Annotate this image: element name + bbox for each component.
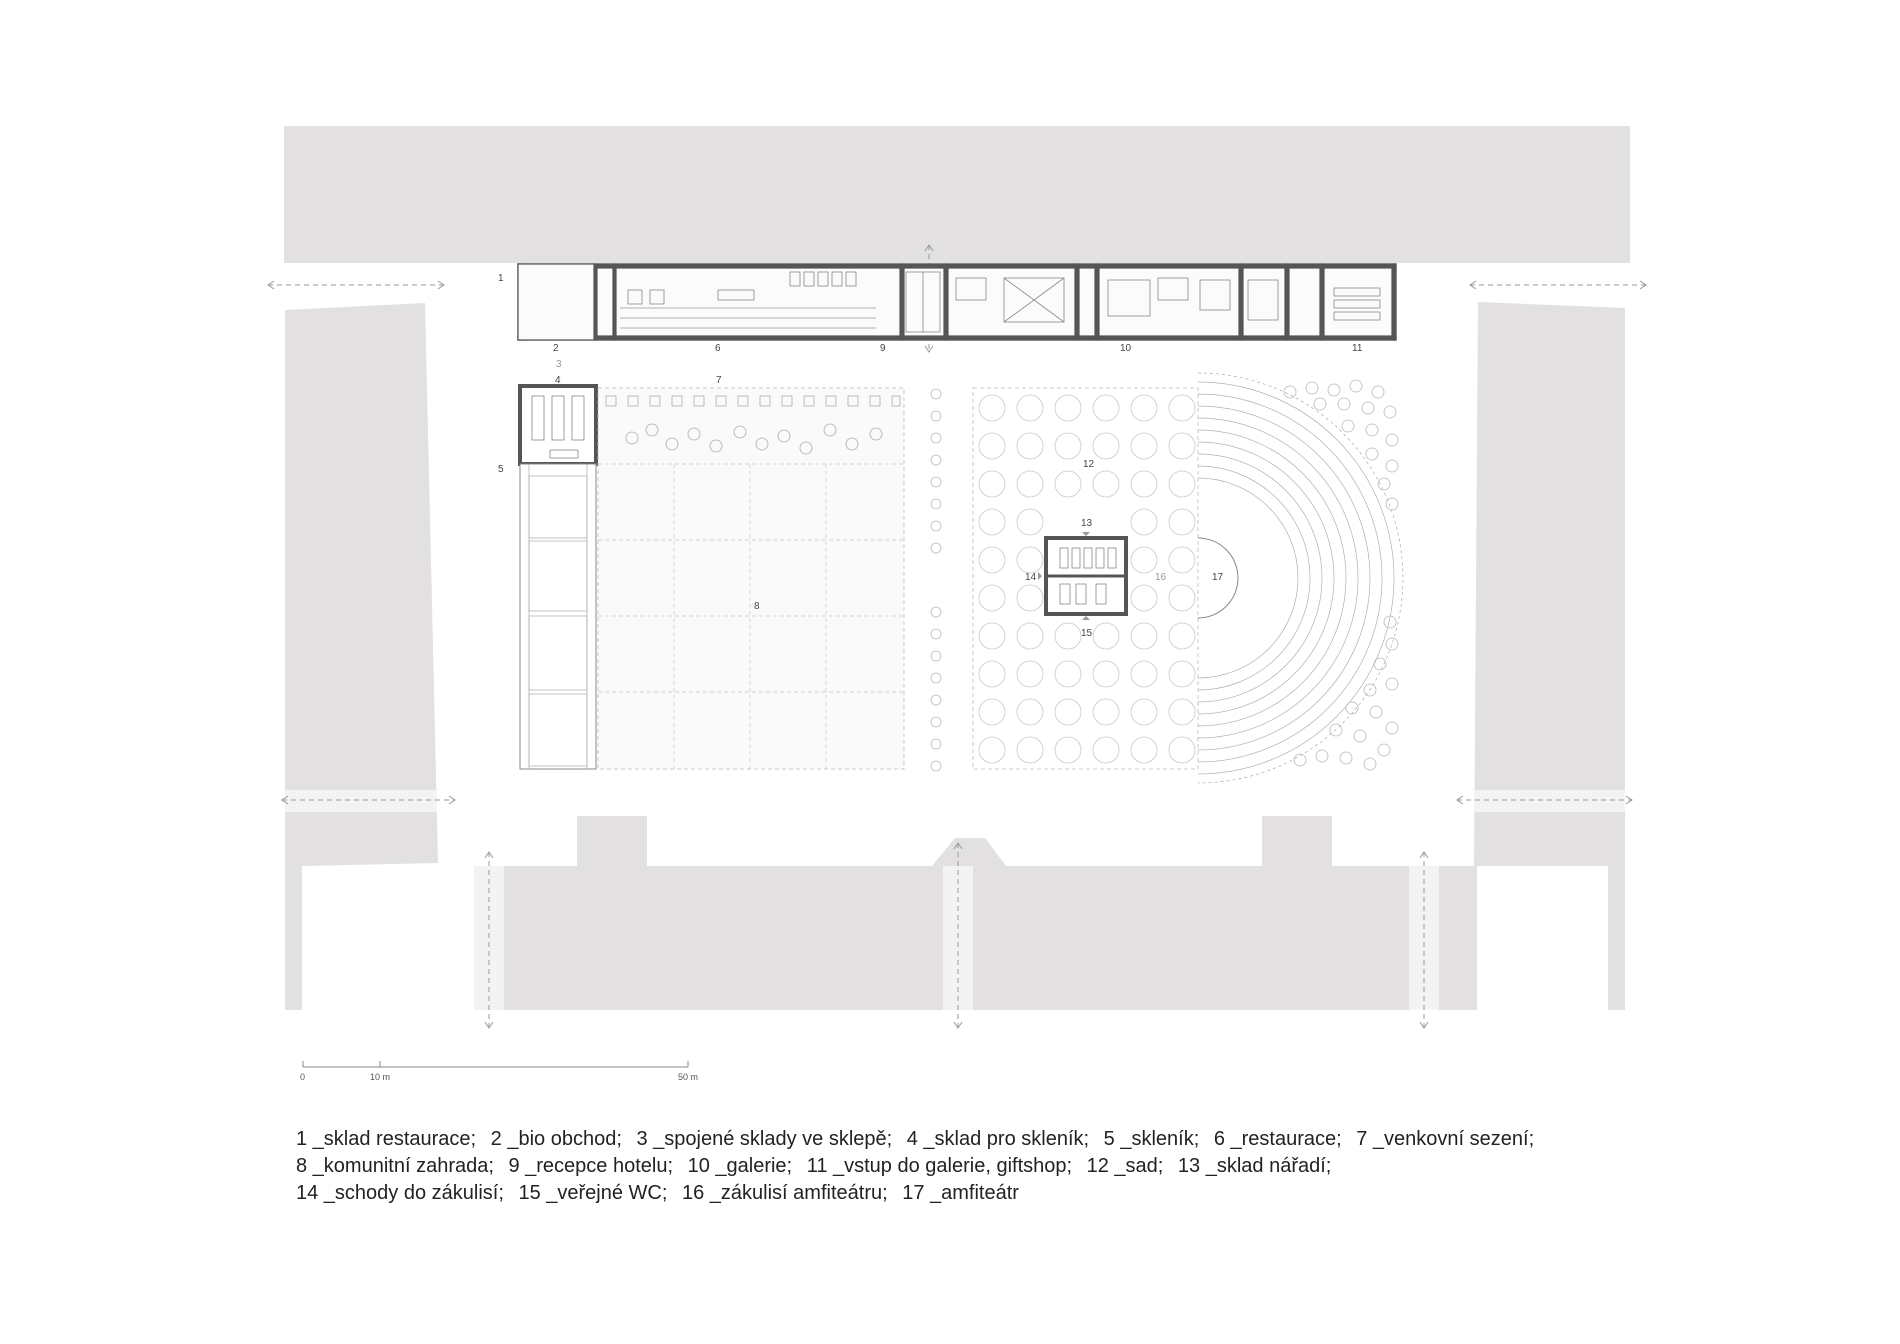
legend	[296, 1126, 1696, 1207]
legend-item: 17 _amfiteátr	[902, 1182, 1019, 1204]
room-number-11: 11	[1352, 343, 1363, 354]
room-number-10: 10	[1120, 343, 1132, 354]
building-south-notch-3	[932, 838, 1006, 866]
room-number-5: 5	[498, 464, 504, 475]
building-south-notch-2	[1262, 816, 1332, 868]
amphitheatre	[1198, 373, 1403, 783]
legend-item: 12 _sad;	[1086, 1155, 1164, 1177]
legend-line-2	[296, 1153, 1696, 1180]
central-pavilion	[1038, 532, 1126, 620]
scale-bar	[300, 1061, 698, 1082]
legend-item: 13 _sklad nářadí;	[1177, 1155, 1332, 1177]
legend-item: 2 _bio obchod;	[490, 1128, 622, 1150]
room-2-block	[518, 264, 594, 340]
building-east	[1474, 302, 1625, 1010]
legend-item: 10 _galerie;	[687, 1155, 793, 1177]
room-number-4: 4	[555, 375, 561, 386]
legend-item: 14 _schody do zákulisí;	[296, 1182, 504, 1204]
legend-item: 11 _vstup do galerie, giftshop;	[806, 1155, 1073, 1177]
building-north	[284, 126, 1630, 263]
room-number-2: 2	[553, 343, 559, 354]
room-number-12: 12	[1083, 459, 1095, 470]
scale-label-10m: 10 m	[370, 1072, 391, 1082]
room-number-7: 7	[716, 375, 722, 386]
room-number-6: 6	[715, 343, 721, 354]
legend-item: 5 _skleník;	[1103, 1128, 1200, 1150]
room-number-14: 14	[1025, 572, 1037, 583]
legend-item: 6 _restaurace;	[1213, 1128, 1342, 1150]
passage-east	[1474, 790, 1625, 812]
building-south-1	[502, 866, 1477, 1010]
room-number-13: 13	[1081, 518, 1093, 529]
building-west	[285, 303, 438, 1010]
room-number-16: 16	[1155, 572, 1167, 583]
scale-label-50m: 50 m	[678, 1072, 699, 1082]
room-number-15: 15	[1081, 628, 1093, 639]
amphitheatre-trees	[1284, 380, 1398, 770]
legend-item: 7 _venkovní sezení;	[1356, 1128, 1535, 1150]
legend-item: 16 _zákulisí amfiteátru;	[682, 1182, 888, 1204]
legend-item: 4 _sklad pro skleník;	[906, 1128, 1090, 1150]
room-number-17: 17	[1212, 572, 1224, 583]
legend-item: 1 _sklad restaurace;	[296, 1128, 477, 1150]
building-south-notch-1	[577, 816, 647, 868]
scale-label-0: 0	[300, 1072, 306, 1082]
room-number-8: 8	[754, 601, 760, 612]
legend-item: 8 _komunitní zahrada;	[296, 1155, 494, 1177]
legend-item: 15 _veřejné WC;	[518, 1182, 668, 1204]
legend-item: 9 _recepce hotelu;	[508, 1155, 674, 1177]
legend-line-3	[296, 1180, 1696, 1207]
legend-item: 3 _spojené sklady ve sklepě;	[636, 1128, 893, 1150]
passage-west	[285, 790, 437, 812]
room-number-3: 3	[556, 359, 562, 370]
room-number-9: 9	[880, 343, 886, 354]
room-number-1: 1	[498, 273, 504, 284]
greenhouse	[520, 386, 596, 769]
tree-row	[931, 389, 941, 771]
legend-line-1	[296, 1126, 1696, 1153]
community-garden	[598, 388, 904, 769]
